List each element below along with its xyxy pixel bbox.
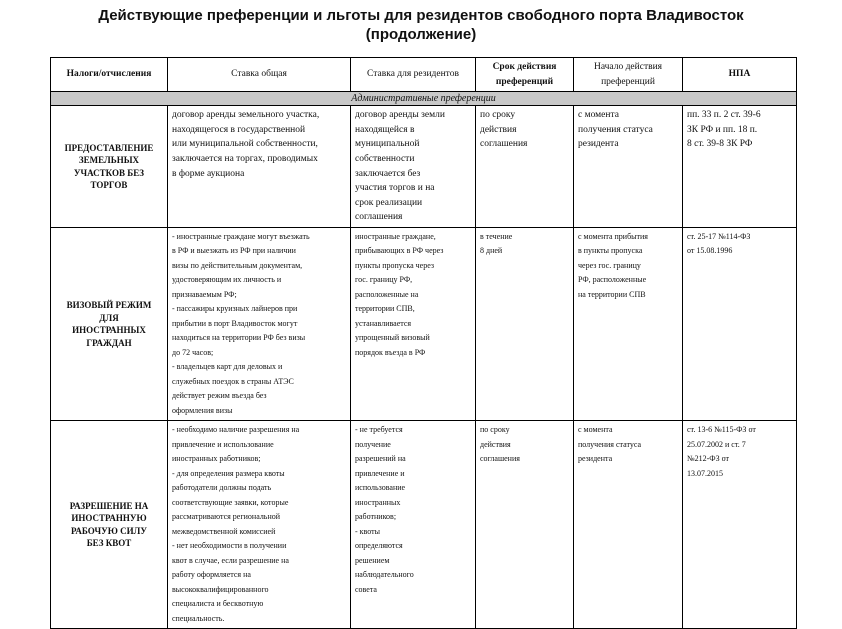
cell-line: решением [355, 555, 390, 565]
cell-line: находиться на территории РФ без визы [172, 333, 306, 343]
table-cell [476, 227, 574, 421]
cell-line: получения статуса [578, 124, 653, 135]
column-header: Налоги/отчисления [51, 58, 168, 92]
cell-line: муниципальной [355, 139, 420, 150]
cell-line: собственности [355, 153, 415, 164]
cell-line: порядок въезда в РФ [355, 347, 426, 357]
table-cell [683, 421, 797, 629]
cell-line: разрешений на [355, 454, 406, 464]
row-name-line: БЕЗ КВОТ [86, 538, 132, 549]
cell-line: заключается без [355, 168, 421, 179]
cell-line: в течение [480, 231, 513, 241]
table-cell [574, 227, 683, 421]
cell-line: ст. 13-6 №115-ФЗ от [687, 425, 756, 435]
table-cell [574, 421, 683, 629]
cell-line: пункты пропуска через [355, 260, 435, 270]
cell-line: 25.07.2002 и ст. 7 [687, 439, 746, 449]
cell-line: квот в случае, если разрешение на [172, 555, 289, 565]
cell-line: договор аренды земли [355, 110, 445, 121]
table-cell [351, 227, 476, 421]
cell-line: или муниципальной собственности, [172, 139, 318, 150]
preferences-table [50, 57, 797, 629]
cell-line: оформления визы [172, 405, 233, 415]
cell-line: иностранных [355, 497, 401, 507]
cell-line: находящейся в [355, 124, 415, 135]
cell-line: специалиста и бесквотную [172, 599, 264, 609]
page-title [0, 6, 842, 44]
cell-line: действует режим въезда без [172, 391, 267, 401]
cell-line: по сроку [480, 425, 510, 435]
row-name-line: ЗЕМЕЛЬНЫХ [78, 155, 140, 166]
cell-line: привлечение и использование [172, 439, 274, 449]
cell-line: использование [355, 483, 406, 493]
table-cell [683, 227, 797, 421]
cell-line: специальность. [172, 613, 225, 623]
table-row [51, 227, 797, 421]
cell-line: - для определения размера квоты [172, 468, 285, 478]
table-cell [476, 106, 574, 228]
table-cell [168, 106, 351, 228]
cell-line: удостоверяющим их личность и [172, 275, 282, 285]
cell-line: с момента прибытия [578, 231, 648, 241]
cell-line: территории СПВ, [355, 304, 415, 314]
cell-line: работников; [355, 512, 397, 522]
row-name-line: ИНОСТРАННЫХ [72, 325, 146, 336]
title-line: Действующие преференции и льготы для резидентов свободного порта Владивосток [98, 7, 744, 24]
cell-line: признаваемым РФ; [172, 289, 237, 299]
cell-line: работодатели должны подать [172, 483, 272, 493]
column-header: НПА [683, 58, 797, 92]
row-name-line: РАЗРЕШЕНИЕ НА [69, 500, 149, 511]
cell-line: служебных поездок в страны АТЭС [172, 376, 294, 386]
section-row [51, 92, 797, 106]
cell-line: визы по действительным документам, [172, 260, 303, 270]
table-cell [351, 421, 476, 629]
cell-line: заключается на торгах, проводимых [172, 153, 318, 164]
cell-line: высококвалифицированного [172, 584, 269, 594]
cell-line: по сроку [480, 110, 516, 121]
cell-line: работу оформляется на [172, 570, 251, 580]
cell-line: в РФ и выезжать из РФ при наличии [172, 246, 296, 256]
row-name-cell [51, 106, 168, 228]
cell-line: соглашения [480, 454, 520, 464]
title-subline: (продолжение) [365, 26, 477, 43]
cell-line: получения статуса [578, 439, 642, 449]
cell-line: - квоты [355, 526, 381, 536]
cell-line: получение [355, 439, 391, 449]
cell-line: с момента [578, 425, 613, 435]
row-name-line: ТОРГОВ [90, 180, 128, 191]
cell-line: через гос. границу [578, 260, 641, 270]
row-name-line: ДЛЯ [99, 312, 119, 323]
cell-line: расположенные на [355, 289, 419, 299]
cell-line: прибытии в порт Владивосток могут [172, 318, 298, 328]
table-header-row [51, 58, 797, 92]
column-header: Срок действия преференций [476, 58, 574, 92]
table-cell [476, 421, 574, 629]
cell-line: - владельцев карт для деловых и [172, 362, 283, 372]
table-cell [168, 421, 351, 629]
cell-line: договор аренды земельного участка, [172, 110, 320, 121]
cell-line: срок реализации [355, 197, 423, 208]
cell-line: совета [355, 584, 377, 594]
table-cell [683, 106, 797, 228]
cell-line: гос. границу РФ, [355, 275, 413, 285]
table-row [51, 421, 797, 629]
section-title: Административные преференции [51, 92, 797, 106]
cell-line: до 72 часов; [172, 347, 214, 357]
cell-line: - не требуется [355, 425, 403, 435]
cell-line: в пункты пропуска [578, 246, 643, 256]
cell-line: соответствующие заявки, которые [172, 497, 289, 507]
cell-line: привлечение и [355, 468, 405, 478]
cell-line: от 15.08.1996 [687, 246, 733, 256]
row-name-cell [51, 227, 168, 421]
column-header: Ставка для резидентов [351, 58, 476, 92]
cell-line: пп. 33 п. 2 ст. 39-6 [687, 110, 761, 121]
cell-line: ЗК РФ и пп. 18 п. [687, 124, 758, 135]
column-header: Начало действия преференций [574, 58, 683, 92]
cell-line: на территории СПВ [578, 289, 646, 299]
cell-line: иностранных работников; [172, 454, 261, 464]
row-name-cell [51, 421, 168, 629]
table-row [51, 106, 797, 228]
cell-line: 8 ст. 39-8 ЗК РФ [687, 139, 753, 150]
row-name-line: УЧАСТКОВ БЕЗ [73, 167, 145, 178]
cell-line: иностранные граждане, [355, 231, 436, 241]
cell-line: резидента [578, 139, 619, 150]
column-header: Ставка общая [168, 58, 351, 92]
cell-line: устанавливается [355, 318, 412, 328]
cell-line: прибывающих в РФ через [355, 246, 444, 256]
cell-line: межведомственной комиссией [172, 526, 276, 536]
cell-line: наблюдательного [355, 570, 414, 580]
cell-line: - иностранные граждане могут въезжать [172, 231, 310, 241]
row-name-line: ВИЗОВЫЙ РЕЖИМ [66, 300, 152, 311]
row-name-line: ПРЕДОСТАВЛЕНИЕ [64, 142, 154, 153]
cell-line: действия [480, 124, 517, 135]
cell-line: РФ, расположенные [578, 275, 647, 285]
cell-line: соглашения [355, 212, 403, 223]
cell-line: №212-ФЗ от [687, 454, 730, 464]
cell-line: резидента [578, 454, 613, 464]
cell-line: в форме аукциона [172, 168, 245, 179]
row-name-line: ИНОСТРАННУЮ [71, 513, 147, 524]
cell-line: соглашения [480, 139, 528, 150]
table-cell [574, 106, 683, 228]
cell-line: 13.07.2015 [687, 468, 723, 478]
table-cell [168, 227, 351, 421]
cell-line: упрощенный визовый [355, 333, 430, 343]
cell-line: - пассажиры круизных лайнеров при [172, 304, 298, 314]
cell-line: находящегося в государственной [172, 124, 306, 135]
cell-line: с момента [578, 110, 619, 121]
cell-line: - нет необходимости в получении [172, 541, 287, 551]
cell-line: действия [480, 439, 511, 449]
cell-line: - необходимо наличие разрешения на [172, 425, 300, 435]
cell-line: 8 дней [480, 246, 503, 256]
cell-line: участия торгов и на [355, 183, 435, 194]
cell-line: рассматриваются региональной [172, 512, 281, 522]
table-cell [351, 106, 476, 228]
row-name-line: ГРАЖДАН [86, 337, 132, 348]
cell-line: ст. 25-17 №114-ФЗ [687, 231, 751, 241]
row-name-line: РАБОЧУЮ СИЛУ [71, 525, 147, 536]
cell-line: определяются [355, 541, 403, 551]
